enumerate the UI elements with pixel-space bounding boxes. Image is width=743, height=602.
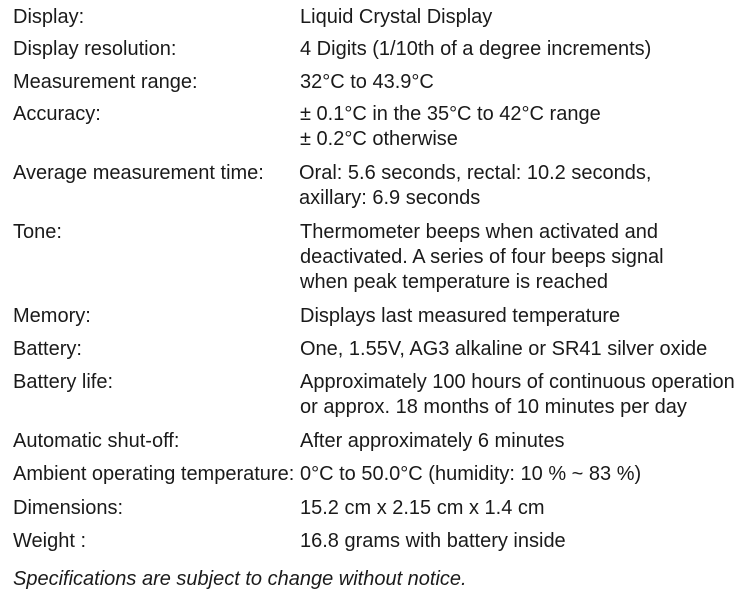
spec-value-line: After approximately 6 minutes — [300, 430, 565, 452]
spec-value — [300, 37, 738, 62]
spec-value-line: when peak temperature is reached — [300, 271, 608, 293]
spec-row-automatic-shut-off — [13, 429, 738, 454]
spec-row-weight — [13, 529, 738, 554]
spec-value-line: Displays last measured temperature — [300, 305, 621, 327]
spec-value-line: axillary: 6.9 seconds — [299, 187, 481, 209]
spec-value — [300, 429, 738, 454]
spec-value-line: 0°C to 50.0°C (humidity: 10 % ~ 83 %) — [300, 463, 642, 485]
spec-label: Tone: — [13, 221, 62, 243]
spec-value — [300, 220, 738, 295]
spec-value — [300, 496, 738, 521]
spec-value-line: One, 1.55V, AG3 alkaline or SR41 silver oxide — [300, 338, 708, 360]
spec-row-ambient-operating-temperature — [13, 462, 738, 487]
spec-value-line: Approximately 100 hours of continuous operation — [300, 371, 735, 393]
spec-label: Ambient operating temperature: — [13, 463, 295, 485]
spec-value — [300, 102, 738, 152]
spec-value-line: 32°C to 43.9°C — [300, 71, 434, 93]
spec-label: Battery: — [13, 338, 82, 360]
specifications-disclaimer: Specifications are subject to change without notice. — [13, 568, 467, 590]
specifications-table — [13, 5, 738, 554]
spec-label: Display: — [13, 6, 85, 28]
spec-row-battery — [13, 337, 738, 362]
spec-value-line: 15.2 cm x 2.15 cm x 1.4 cm — [300, 497, 545, 519]
spec-label: Memory: — [13, 305, 91, 327]
spec-row-accuracy — [13, 102, 738, 152]
spec-row-battery-life — [13, 370, 738, 420]
spec-row-measurement-range — [13, 70, 738, 95]
spec-row-memory — [13, 304, 738, 329]
spec-value-line: or approx. 18 months of 10 minutes per day — [300, 396, 687, 418]
spec-row-display-resolution — [13, 37, 738, 62]
spec-value — [300, 529, 738, 554]
spec-label: Dimensions: — [13, 497, 124, 519]
spec-label: Battery life: — [13, 371, 114, 393]
spec-row-dimensions — [13, 496, 738, 521]
spec-label: Accuracy: — [13, 103, 101, 125]
spec-label: Display resolution: — [13, 38, 177, 60]
spec-value-line: Liquid Crystal Display — [300, 6, 493, 28]
spec-value — [299, 161, 738, 211]
spec-label: Measurement range: — [13, 71, 198, 93]
spec-value-line: 16.8 grams with battery inside — [300, 530, 566, 552]
spec-value — [300, 70, 738, 95]
spec-value — [300, 5, 738, 30]
spec-value-line: Oral: 5.6 seconds, rectal: 10.2 seconds, — [299, 162, 652, 184]
spec-value — [300, 370, 738, 420]
spec-value-line: 4 Digits (1/10th of a degree increments) — [300, 38, 652, 60]
spec-value-line: ± 0.2°C otherwise — [300, 128, 458, 150]
spec-value-line: Thermometer beeps when activated and — [300, 221, 658, 243]
spec-label: Weight : — [13, 530, 86, 552]
spec-label: Automatic shut-off: — [13, 430, 180, 452]
spec-row-average-measurement-time — [13, 161, 738, 211]
spec-value — [300, 304, 738, 329]
spec-label: Average measurement time: — [13, 162, 264, 184]
spec-value — [300, 337, 738, 362]
spec-value-line: ± 0.1°C in the 35°C to 42°C range — [300, 103, 601, 125]
spec-value-line: deactivated. A series of four beeps signal — [300, 246, 664, 268]
spec-value — [300, 462, 738, 487]
spec-row-display — [13, 5, 738, 30]
spec-row-tone — [13, 220, 738, 295]
